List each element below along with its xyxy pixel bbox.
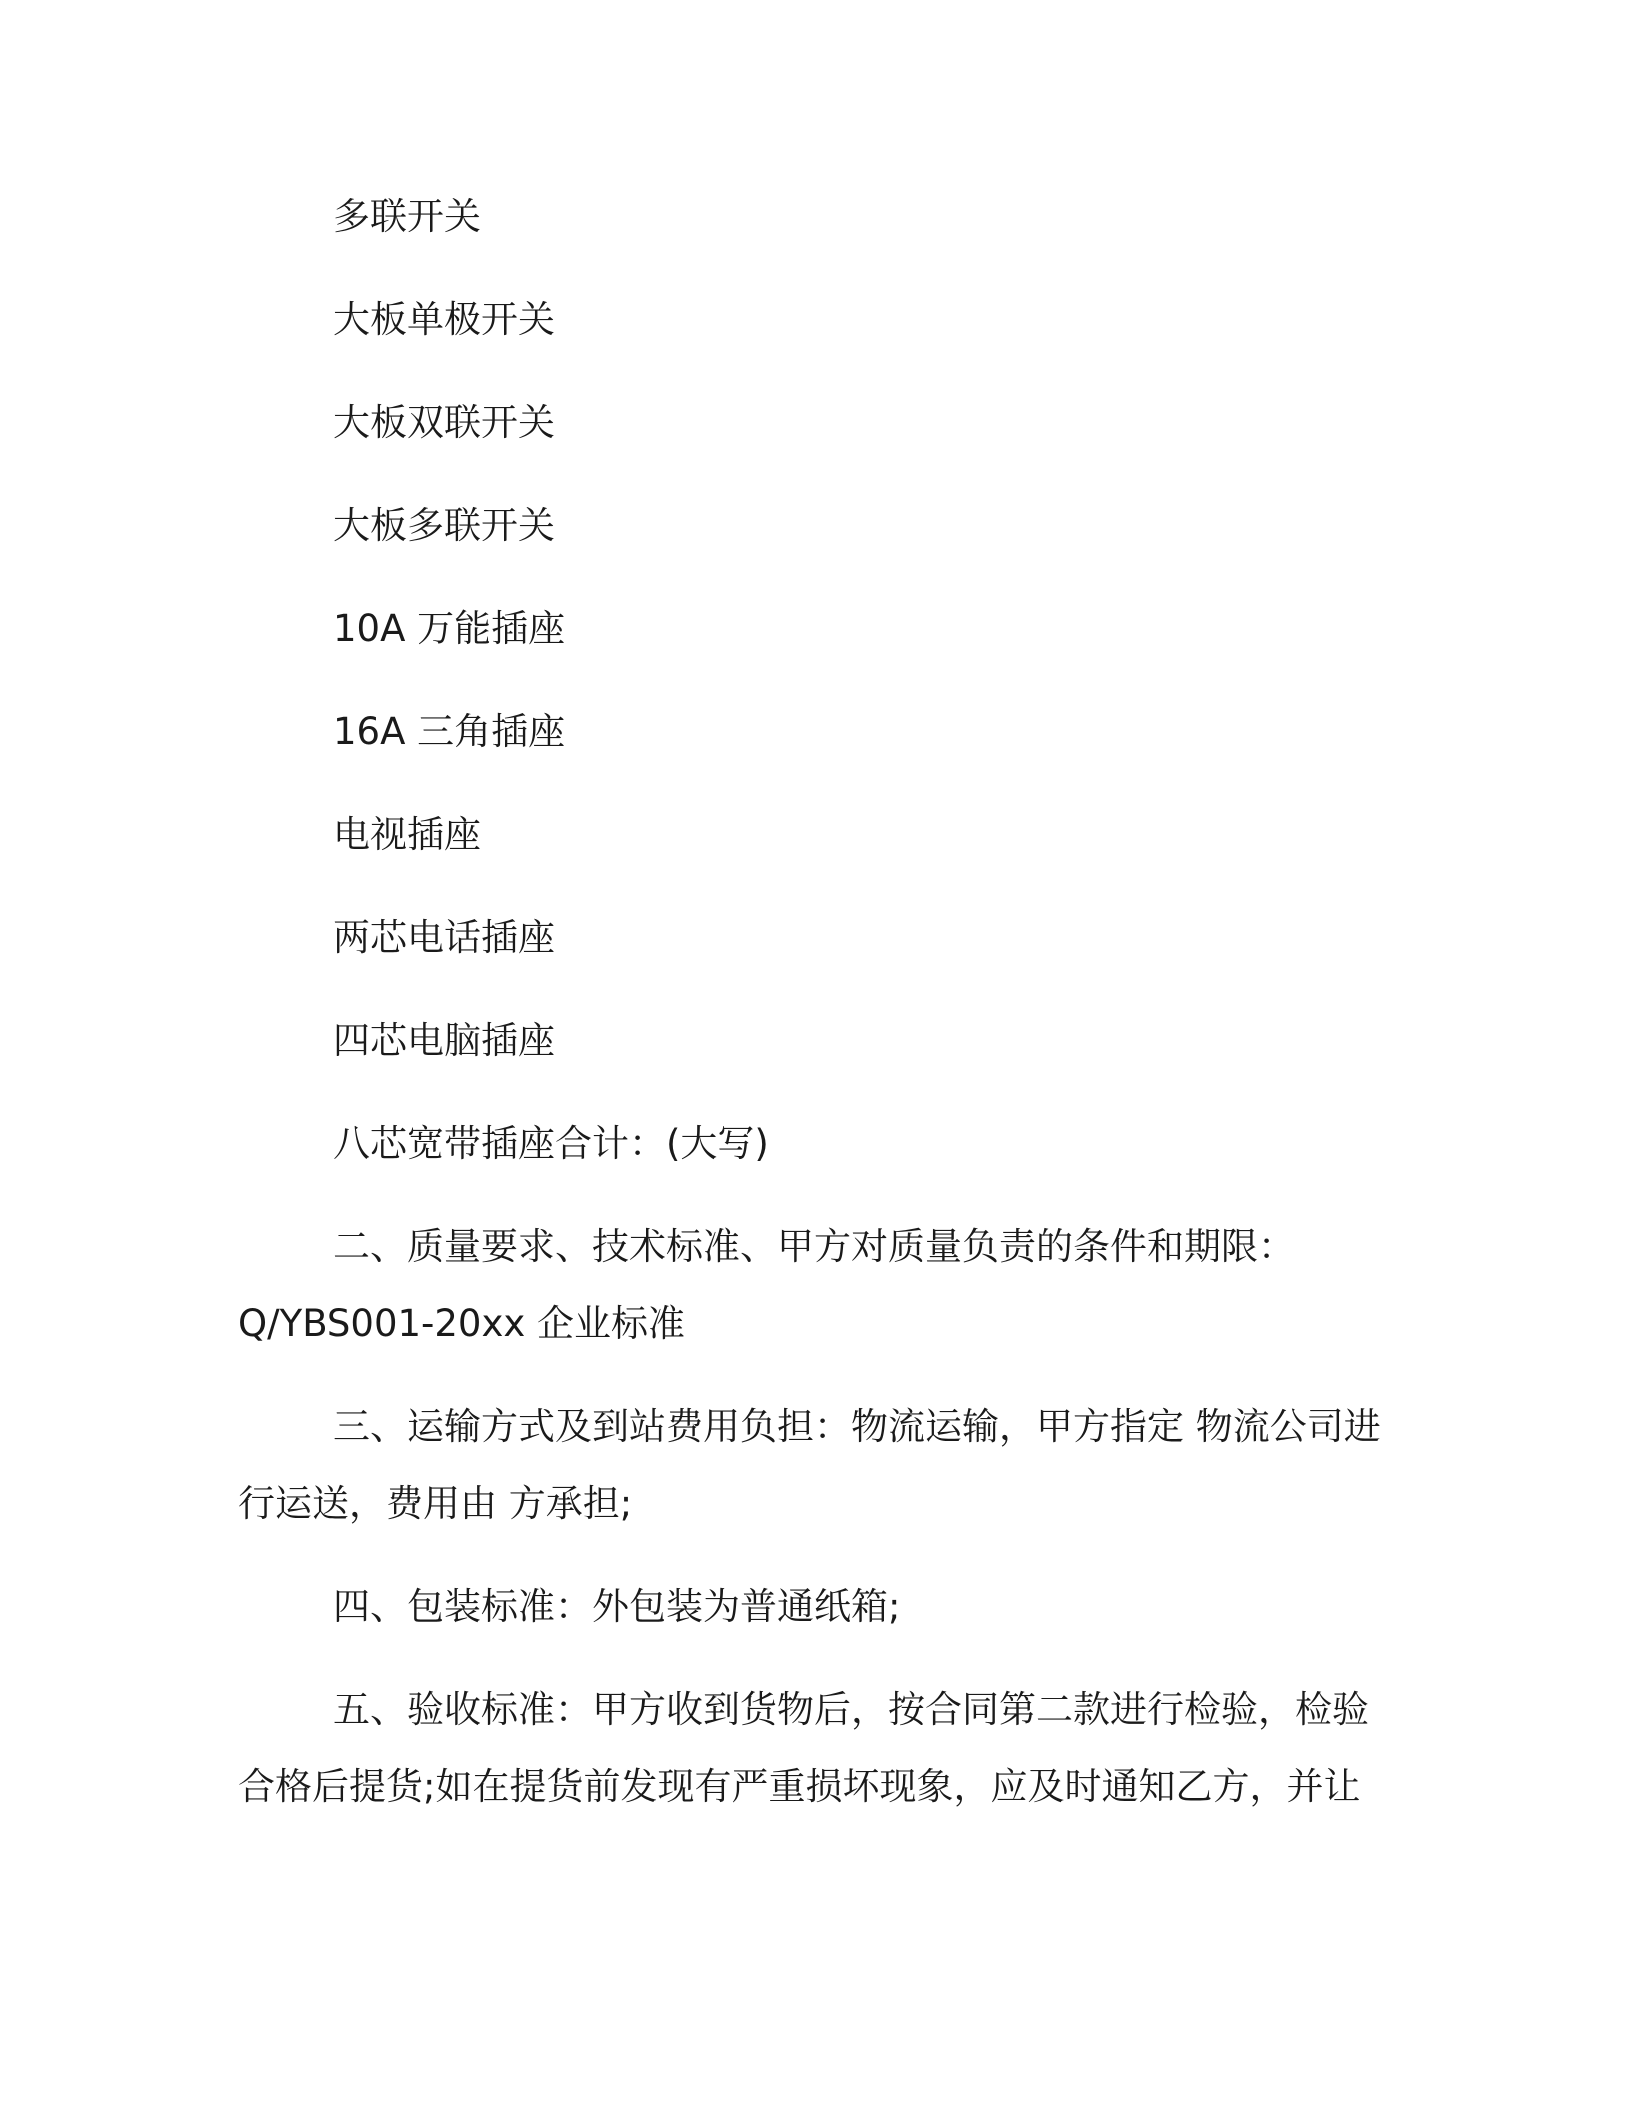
list-item: 大板双联开关 bbox=[333, 401, 555, 444]
section-4-text: 四、包装标准：外包装为普通纸箱; bbox=[333, 1585, 901, 1628]
list-item: 电视插座 bbox=[333, 813, 481, 856]
list-item: 10A 万能插座 bbox=[333, 607, 566, 650]
section-5-text-continued: 合格后提货;如在提货前发现有严重损坏现象，应及时通知乙方，并让 bbox=[238, 1765, 1361, 1808]
section-3-text-continued: 行运送，费用由 方承担; bbox=[238, 1482, 633, 1525]
list-item: 大板多联开关 bbox=[333, 504, 555, 547]
section-2-standard: Q/YBS001-20xx 企业标准 bbox=[238, 1302, 686, 1345]
list-item: 大板单极开关 bbox=[333, 298, 555, 341]
section-3-text: 三、运输方式及到站费用负担：物流运输，甲方指定 物流公司进 bbox=[333, 1405, 1381, 1448]
section-2-heading: 二、质量要求、技术标准、甲方对质量负责的条件和期限： bbox=[333, 1225, 1295, 1268]
list-item: 八芯宽带插座合计：(大写) bbox=[333, 1122, 769, 1165]
list-item: 16A 三角插座 bbox=[333, 710, 566, 753]
list-item: 四芯电脑插座 bbox=[333, 1019, 555, 1062]
list-item: 多联开关 bbox=[333, 195, 481, 238]
section-5-text: 五、验收标准：甲方收到货物后，按合同第二款进行检验，检验 bbox=[333, 1688, 1369, 1731]
list-item: 两芯电话插座 bbox=[333, 916, 555, 959]
